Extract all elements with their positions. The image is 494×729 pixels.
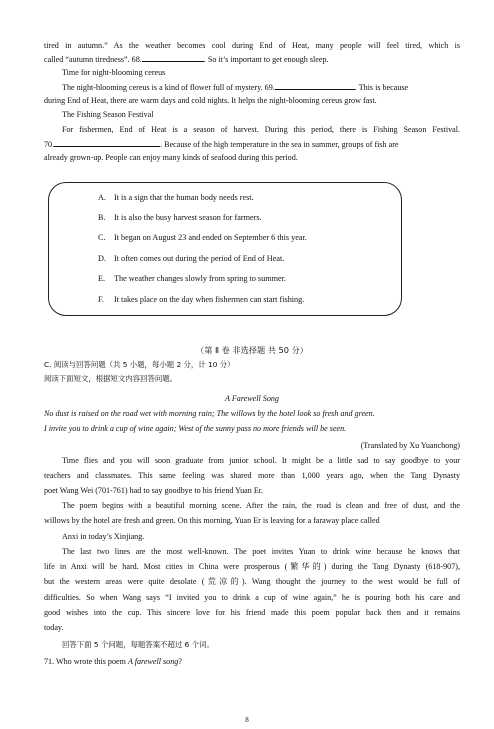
- article-line: The last two lines are the most well-known. The poet invites Yuan to drink wine because he knows that: [62, 547, 460, 556]
- option-key: A.: [98, 193, 106, 202]
- answer-blank-69[interactable]: [275, 81, 355, 90]
- article-line: life in Anxi will be hard. Most cities in China were prosperous (繁华的) during the Tang Dynasty (618-907),: [44, 562, 460, 571]
- question-text: 71. Who wrote this poem: [44, 657, 126, 666]
- option-key: F.: [98, 295, 104, 304]
- questions-instructions: 回答下面 5 个问题，每题答案不超过 6 个词。: [62, 640, 214, 649]
- article-line: poet Wang Wei (701-761) had to say goodbye to his friend Yuan Er.: [44, 486, 264, 495]
- article-line: willows by the hotel are fresh and green. On this morning, Yuan Er is leaving for a faraway place called: [44, 516, 380, 525]
- poem-line-1: No dust is raised on the road wet with morning rain; The willows by the hotel look so fresh and green.: [44, 409, 375, 418]
- passage-line: during End of Heat, there are warm days and cold nights. It helps the night-blooming cereus grow fast.: [44, 96, 377, 105]
- option-text: It is a sign that the human body needs rest.: [114, 193, 254, 202]
- passage-text: . Because of the high temperature in the sea in summer, groups of fish are: [160, 140, 399, 149]
- option-f[interactable]: [98, 294, 304, 305]
- subheading-festival: The Fishing Season Festival: [62, 110, 154, 119]
- article-line: but the western areas were quite desolate (荒凉的). Wang thought the journey to the west would be full of: [44, 577, 460, 586]
- passage-text: 70.: [44, 140, 55, 149]
- option-key: D.: [98, 254, 106, 263]
- passage-text: . So it’s important to get enough sleep.: [203, 55, 329, 64]
- question-poem-title: A farewell song: [127, 657, 179, 666]
- option-key: E.: [98, 274, 106, 283]
- page-number: 8: [245, 716, 249, 724]
- article-line: good wishes into the cup. This sincere love for his friend made this poem popular back then and it remains: [44, 608, 460, 617]
- article-line: teachers and classmates. This same feeling was shared more than 1,000 years ago, when the Tang Dynasty: [44, 471, 460, 480]
- article-line: difficulties. So when Wang says “I invited you to drink a cup of wine again,” he is pouring both his care and: [44, 593, 460, 602]
- answer-blank-68[interactable]: [142, 53, 204, 62]
- part-c-title: C. 阅读与回答问题（共 5 小题，每小题 2 分，计 10 分）: [44, 360, 235, 369]
- section-title: （第 Ⅱ 卷 非选择题 共 50 分）: [196, 345, 308, 355]
- poem-credit: (Translated by Xu Yuanchong): [360, 441, 460, 450]
- part-c-instructions: 阅读下面短文，根据短文内容回答问题。: [44, 374, 178, 383]
- option-key: B.: [98, 213, 106, 222]
- passage-line: already grown-up. People can enjoy many kinds of seafood during this period.: [44, 153, 298, 162]
- option-key: C.: [98, 233, 106, 242]
- passage-line: tired in autumn.” As the weather becomes cool during End of Heat, many people will feel tired, which is: [44, 41, 460, 50]
- option-text: It began on August 23 and ended on September 6 this year.: [114, 233, 307, 242]
- option-c[interactable]: [98, 232, 307, 243]
- option-text: It is also the busy harvest season for farmers.: [114, 213, 262, 222]
- option-e[interactable]: [98, 273, 286, 284]
- option-text: The weather changes slowly from spring to summer.: [114, 274, 286, 283]
- question-71: [44, 656, 460, 667]
- passage-text: . This is because: [354, 83, 409, 92]
- question-mark: ?: [178, 657, 182, 666]
- option-a[interactable]: [98, 192, 254, 203]
- passage-text: called “autumn tiredness”. 68.: [44, 55, 142, 64]
- poem-line-2: I invite you to drink a cup of wine again; West of the sunny pass no more friends will be seen.: [44, 424, 347, 433]
- article-line: today.: [44, 623, 64, 632]
- poem-title: A Farewell Song: [225, 394, 279, 403]
- passage-line: [62, 81, 460, 93]
- passage-line: [44, 53, 460, 65]
- article-line: Anxi in today’s Xinjiang.: [62, 532, 145, 541]
- option-text: It takes place on the day when fishermen can start fishing.: [114, 295, 305, 304]
- answer-blank-70[interactable]: [54, 138, 160, 147]
- passage-line: [44, 138, 460, 150]
- subheading-cereus: Time for night-blooming cereus: [62, 68, 166, 77]
- option-text: It often comes out during the period of End of Heat.: [114, 254, 285, 263]
- passage-line: For fishermen, End of Heat is a season of harvest. During this period, there is Fishing Season Festival.: [62, 125, 460, 134]
- article-line: The poem begins with a beautiful morning scene. After the rain, the road is clean and free of dust, and the: [62, 501, 460, 510]
- passage-text: The night-blooming cereus is a kind of flower full of mystery. 69.: [62, 83, 275, 92]
- article-line: Time flies and you will soon graduate from junior school. It might be a little sad to say goodbye to your: [62, 456, 460, 465]
- option-d[interactable]: [98, 253, 284, 264]
- option-b[interactable]: [98, 212, 262, 223]
